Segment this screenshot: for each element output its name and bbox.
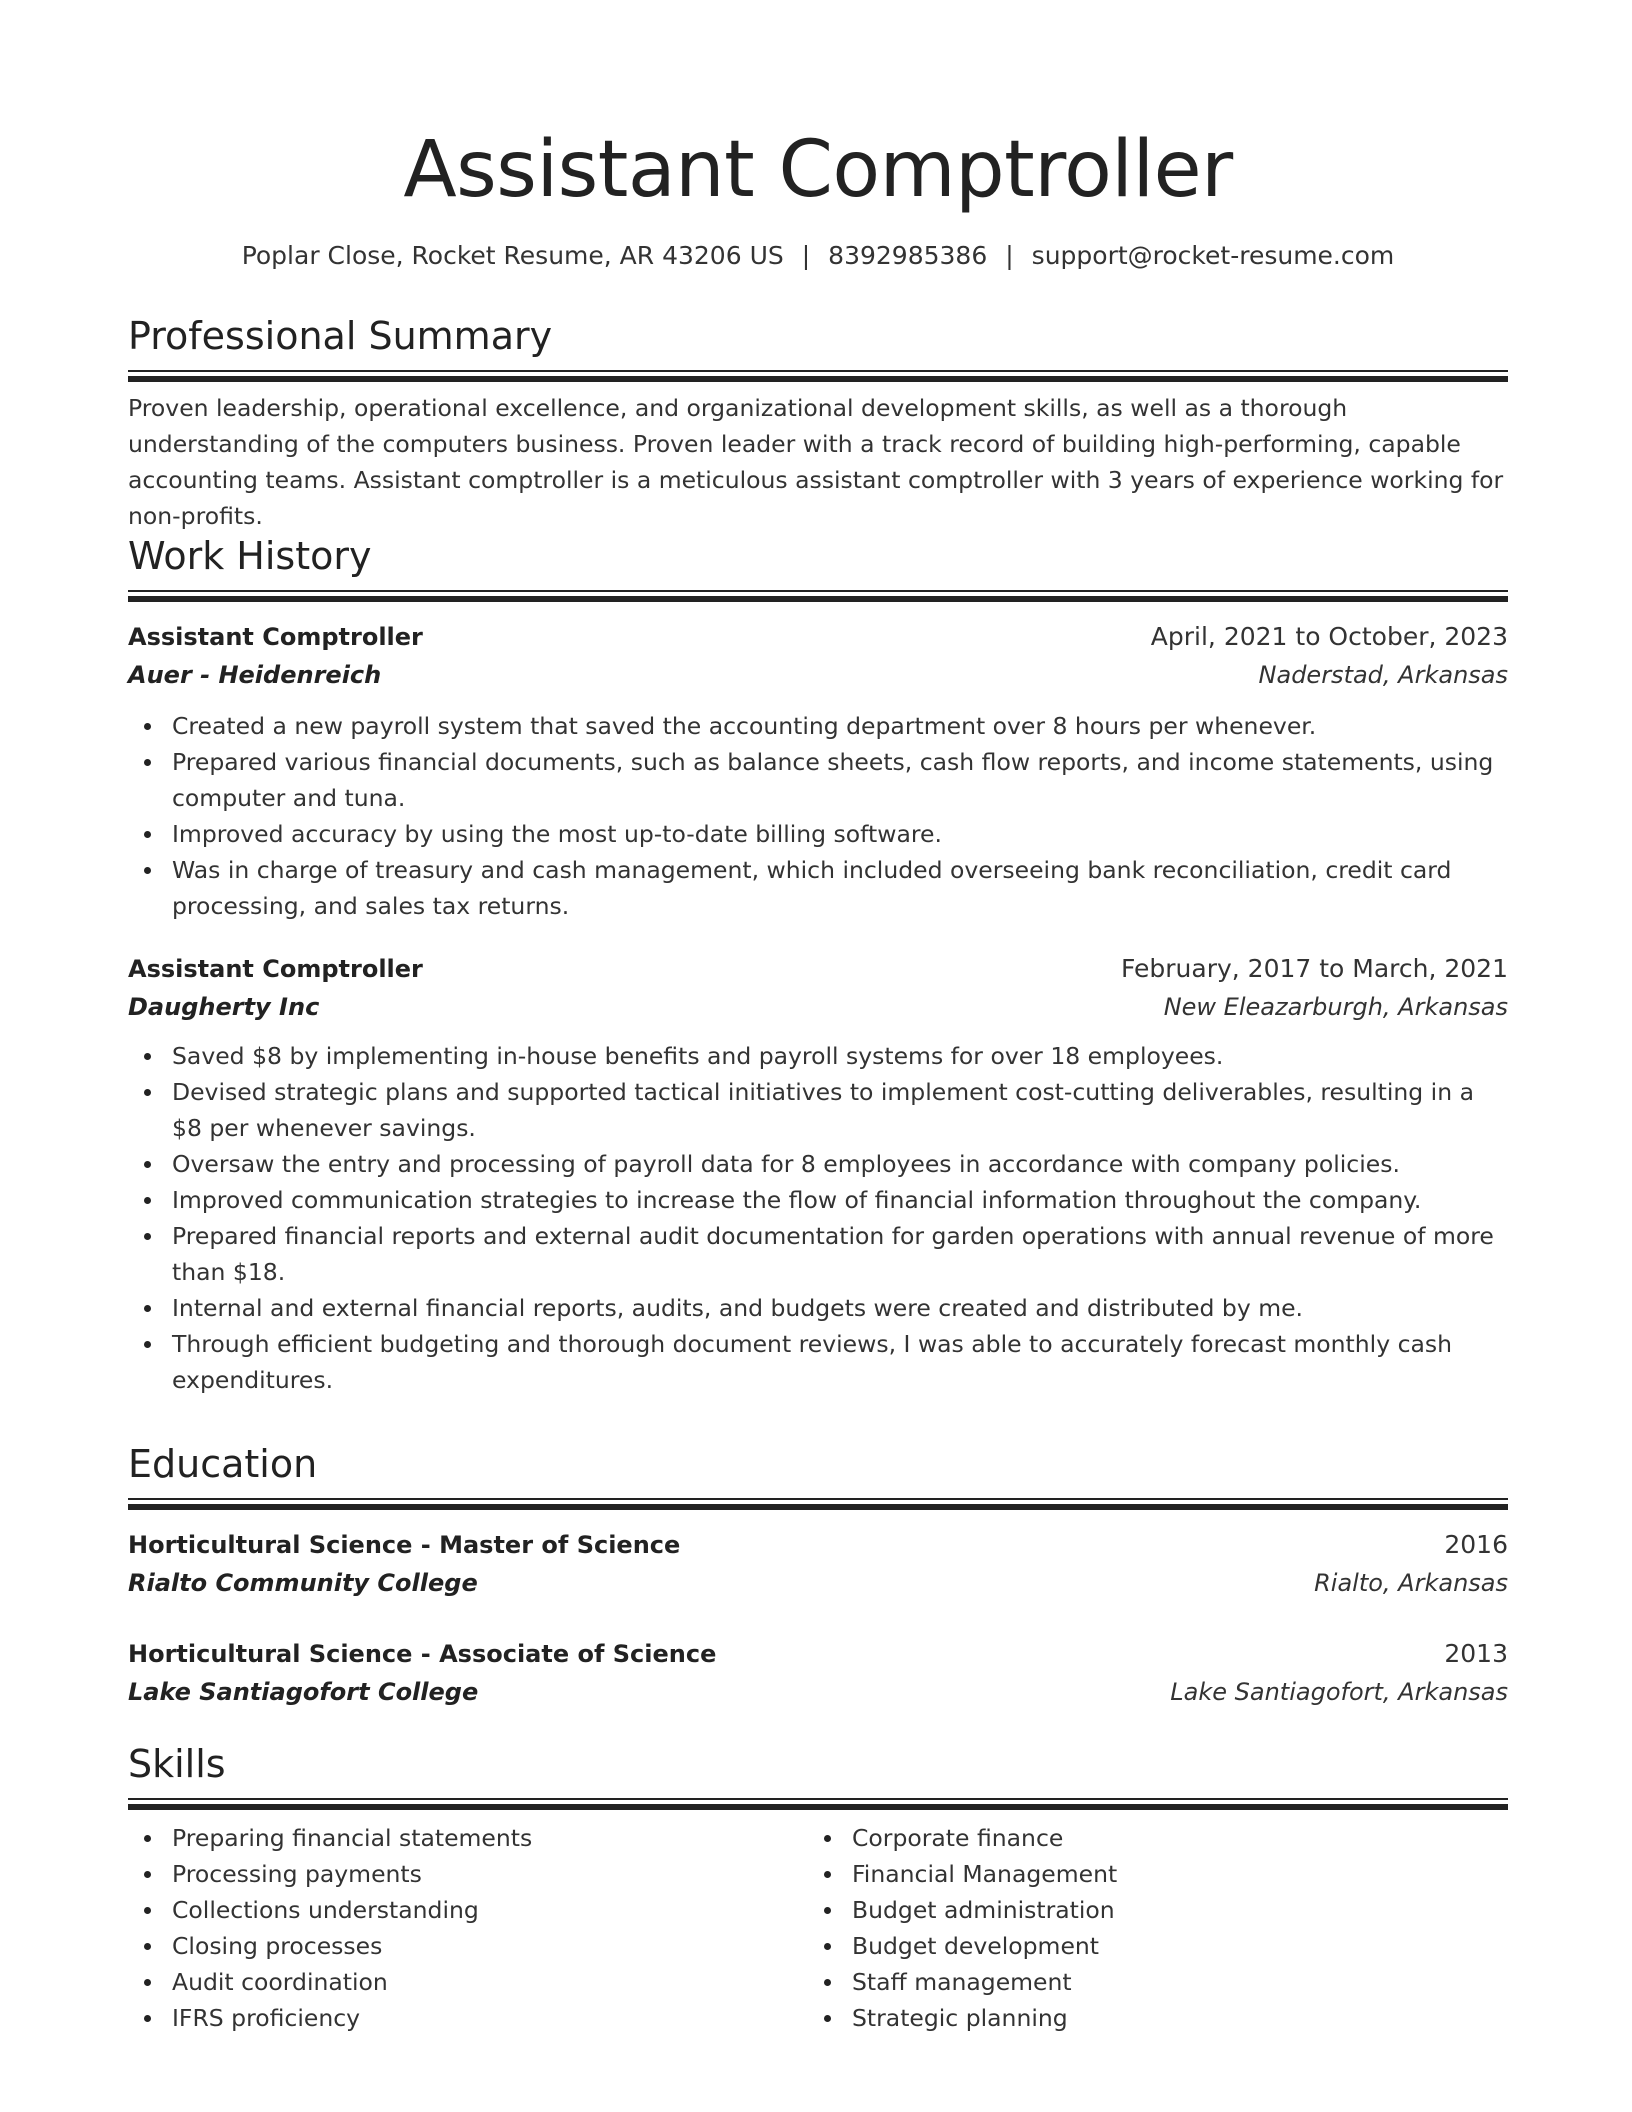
skill-item: Audit coordination	[128, 1964, 788, 2000]
job-entry	[128, 618, 1508, 924]
skills-list-left	[128, 1820, 788, 2036]
skill-item: Budget development	[808, 1928, 1468, 1964]
list-item: Prepared various financial documents, such as balance sheets, cash flow reports, and income statements, using computer and tuna.	[128, 744, 1508, 816]
contact-phone: 8392985386	[828, 241, 988, 270]
section-title-summary: Professional Summary	[128, 314, 553, 358]
education-header-row	[128, 1526, 1508, 1564]
list-item: Devised strategic plans and supported tactical initiatives to implement cost-cutting deliverables, resulting in a $8 per whenever savings.	[128, 1074, 1508, 1146]
education-location: Rialto, Arkansas	[1314, 1569, 1508, 1597]
section-title-skills: Skills	[128, 1742, 226, 1786]
contact-address: Poplar Close, Rocket Resume, AR 43206 US	[241, 241, 784, 270]
job-location: Naderstad, Arkansas	[1258, 661, 1508, 689]
section-divider	[128, 1498, 1508, 1512]
education-location: Lake Santiagofort, Arkansas	[1170, 1678, 1508, 1706]
list-item: Saved $8 by implementing in-house benefits and payroll systems for over 18 employees.	[128, 1038, 1508, 1074]
education-school-row	[128, 1564, 1508, 1602]
skills-section	[128, 1740, 1508, 2050]
list-item: Created a new payroll system that saved the accounting department over 8 hours per whenever.	[128, 708, 1508, 744]
contact-separator: |	[801, 241, 811, 270]
work-history-section	[128, 532, 1508, 1398]
list-item: Improved communication strategies to increase the flow of financial information throughout the company.	[128, 1182, 1508, 1218]
skill-item: Financial Management	[808, 1856, 1468, 1892]
job-dates: April, 2021 to October, 2023	[1150, 622, 1508, 651]
education-year: 2013	[1444, 1639, 1508, 1668]
skill-item: Corporate finance	[808, 1820, 1468, 1856]
job-company-row	[128, 988, 1508, 1026]
section-divider	[128, 370, 1508, 384]
list-item: Improved accuracy by using the most up-to-date billing software.	[128, 816, 1508, 852]
contact-separator: |	[1005, 241, 1014, 270]
education-school: Rialto Community College	[128, 1569, 478, 1597]
section-divider	[128, 590, 1508, 604]
education-degree: Horticultural Science - Associate of Science	[128, 1640, 717, 1668]
job-entry	[128, 950, 1508, 1398]
job-company: Daugherty Inc	[128, 993, 320, 1021]
education-school: Lake Santiagofort College	[128, 1678, 479, 1706]
education-entry	[128, 1526, 1508, 1602]
job-header-row	[128, 618, 1508, 656]
resume-name: Assistant Comptroller	[403, 125, 1233, 215]
job-bullets	[128, 708, 1508, 924]
list-item: Oversaw the entry and processing of payroll data for 8 employees in accordance with company policies.	[128, 1146, 1508, 1182]
contact-email: support@rocket-resume.com	[1031, 241, 1395, 270]
skill-item: Collections understanding	[128, 1892, 788, 1928]
job-dates: February, 2017 to March, 2021	[1120, 954, 1508, 983]
education-header-row	[128, 1635, 1508, 1673]
section-divider	[128, 1798, 1508, 1812]
section-title-work-history: Work History	[128, 534, 372, 578]
skill-item: Staff management	[808, 1964, 1468, 2000]
education-school-row	[128, 1673, 1508, 1711]
education-entry	[128, 1635, 1508, 1711]
education-degree: Horticultural Science - Master of Science	[128, 1531, 681, 1559]
summary-section	[128, 312, 1508, 534]
skills-columns	[128, 1820, 1508, 2050]
list-item: Through efficient budgeting and thorough document reviews, I was able to accurately forecast monthly cash expenditures.	[128, 1326, 1508, 1398]
list-item: Was in charge of treasury and cash management, which included overseeing bank reconciliation, credit card processing, and sales tax returns.	[128, 852, 1508, 924]
job-location: New Eleazarburgh, Arkansas	[1163, 993, 1508, 1021]
skill-item: Strategic planning	[808, 2000, 1468, 2036]
job-title: Assistant Comptroller	[128, 623, 423, 651]
skill-item: IFRS proficiency	[128, 2000, 788, 2036]
section-title-education: Education	[128, 1442, 318, 1486]
skill-item: Closing processes	[128, 1928, 788, 1964]
skill-item: Preparing financial statements	[128, 1820, 788, 1856]
job-company-row	[128, 656, 1508, 694]
education-section	[128, 1440, 1508, 1711]
list-item: Internal and external financial reports, audits, and budgets were created and distributed by me.	[128, 1290, 1508, 1326]
summary-text: Proven leadership, operational excellence, and organizational development skills, as well as a thorough understanding of the computers business. Proven leader with a track record of building high-performing, capable accounting teams. Assistant comptroller is a meticulous assistant comptroller with 3 years of experience working for non-profits.	[128, 394, 1504, 530]
contact-line	[128, 238, 1508, 274]
job-company: Auer - Heidenreich	[128, 661, 382, 689]
skill-item: Budget administration	[808, 1892, 1468, 1928]
skill-item: Processing payments	[128, 1856, 788, 1892]
skills-list-right	[808, 1820, 1468, 2036]
job-title: Assistant Comptroller	[128, 955, 423, 983]
job-bullets	[128, 1038, 1508, 1398]
list-item: Prepared financial reports and external audit documentation for garden operations with annual revenue of more than $18.	[128, 1218, 1508, 1290]
job-header-row	[128, 950, 1508, 988]
education-year: 2016	[1444, 1530, 1508, 1559]
